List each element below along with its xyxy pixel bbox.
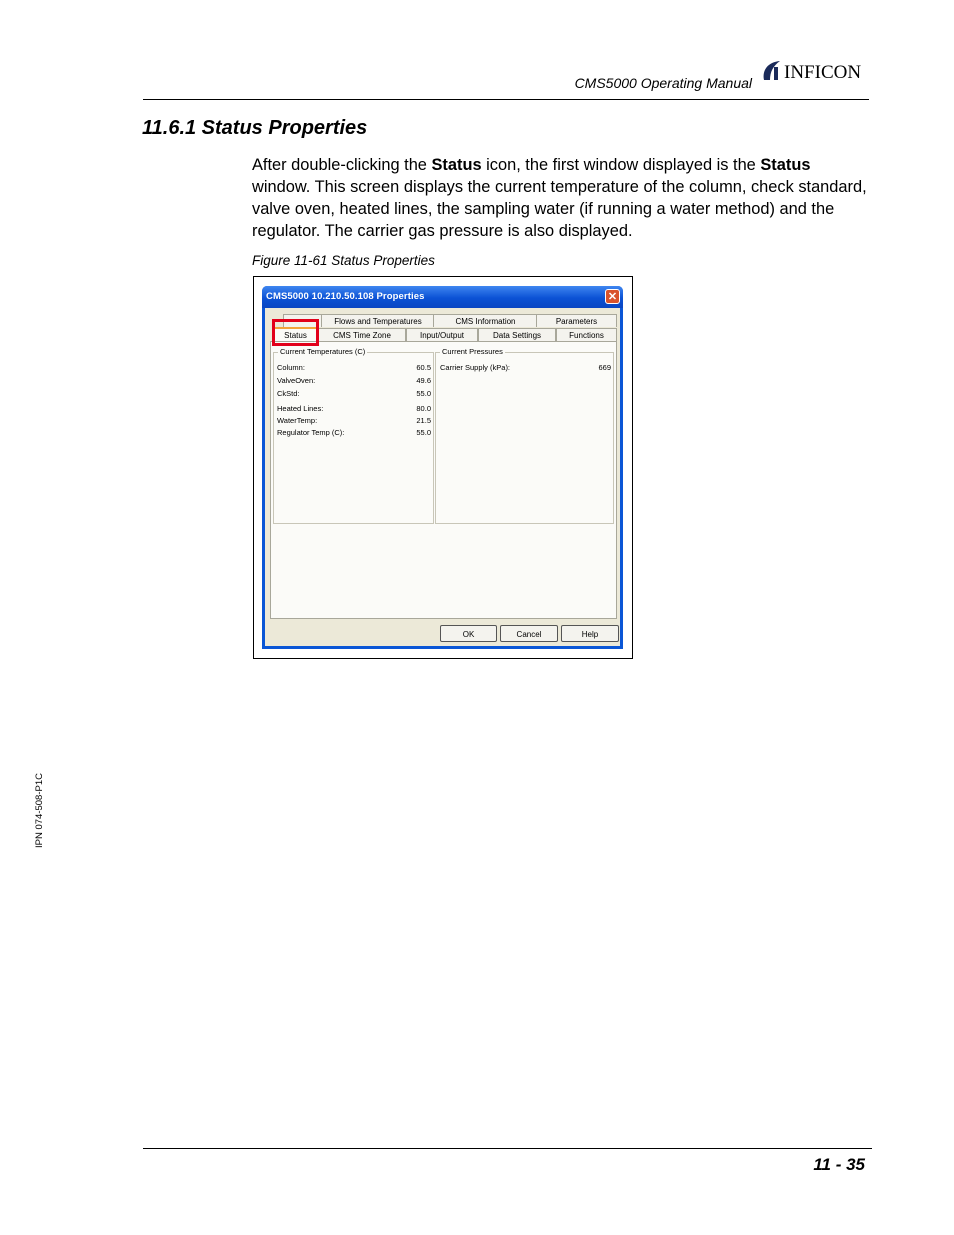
tab-flows-and-temperatures[interactable]: Flows and Temperatures bbox=[321, 314, 435, 327]
ok-button[interactable]: OK bbox=[440, 625, 497, 642]
tab-data-settings[interactable]: Data Settings bbox=[478, 328, 556, 341]
temp-value: 55.0 bbox=[416, 428, 431, 437]
pressure-label: Carrier Supply (kPa): bbox=[440, 363, 511, 372]
body-text-2: icon, the first window displayed is the bbox=[481, 156, 761, 174]
cancel-button[interactable]: Cancel bbox=[500, 625, 558, 642]
close-button[interactable]: ✕ bbox=[605, 289, 620, 304]
temp-label: ValveOven: bbox=[277, 376, 316, 385]
body-bold-status-1: Status bbox=[431, 156, 482, 174]
temperatures-group-label: Current Temperatures (C) bbox=[280, 347, 366, 356]
pressures-group-label: Current Pressures bbox=[442, 347, 503, 356]
help-button[interactable]: Help bbox=[561, 625, 619, 642]
temp-value: 60.5 bbox=[416, 363, 431, 372]
temp-value: 80.0 bbox=[416, 404, 431, 413]
temp-label: WaterTemp: bbox=[277, 416, 318, 425]
pressure-value: 669 bbox=[598, 363, 611, 372]
temp-label: Column: bbox=[277, 363, 305, 372]
temperatures-group bbox=[273, 347, 434, 524]
body-paragraph bbox=[252, 154, 872, 242]
section-title: 11.6.1 Status Properties bbox=[142, 117, 368, 139]
temp-value: 55.0 bbox=[416, 389, 431, 398]
tab-status[interactable]: Status bbox=[273, 327, 318, 342]
tab-functions[interactable]: Functions bbox=[556, 328, 617, 341]
ipn-code: IPN 074-508-P1C bbox=[34, 773, 45, 848]
body-bold-status-2: Status bbox=[760, 156, 811, 174]
logo-text: INFICON bbox=[784, 62, 862, 83]
inficon-logo bbox=[760, 58, 872, 84]
status-tab-highlight bbox=[272, 319, 319, 346]
header-rule bbox=[143, 99, 869, 100]
temp-label: Regulator Temp (C): bbox=[277, 428, 345, 437]
body-text-3: window. This screen displays the current temperature of the column, check standard, valve oven, heated lines, the sampling water (if running a water method) and the regulator. The carrier gas pressure is also displayed. bbox=[252, 178, 867, 240]
dialog-title: CMS5000 10.210.50.108 Properties bbox=[266, 291, 425, 302]
page-number: 11 - 35 bbox=[813, 1155, 865, 1174]
temp-label: CkStd: bbox=[277, 389, 300, 398]
temp-value: 21.5 bbox=[416, 416, 431, 425]
footer-rule bbox=[143, 1148, 872, 1149]
tab-input-output[interactable]: Input/Output bbox=[406, 328, 478, 341]
tab-cms-time-zone[interactable]: CMS Time Zone bbox=[318, 328, 406, 341]
pressures-group bbox=[435, 347, 614, 524]
dialog-titlebar bbox=[262, 286, 623, 308]
inficon-logo-icon bbox=[760, 58, 784, 84]
temp-label: Heated Lines: bbox=[277, 404, 324, 413]
tab-cms-information[interactable]: CMS Information bbox=[433, 314, 538, 327]
dialog-client bbox=[265, 308, 620, 646]
figure-caption: Figure 11-61 Status Properties bbox=[252, 253, 435, 268]
header-manual-title: CMS5000 Operating Manual bbox=[574, 75, 752, 91]
status-tab-panel bbox=[270, 341, 617, 619]
tab-parameters[interactable]: Parameters bbox=[536, 314, 617, 327]
temp-value: 49.6 bbox=[416, 376, 431, 385]
body-text-1: After double-clicking the bbox=[252, 156, 432, 174]
